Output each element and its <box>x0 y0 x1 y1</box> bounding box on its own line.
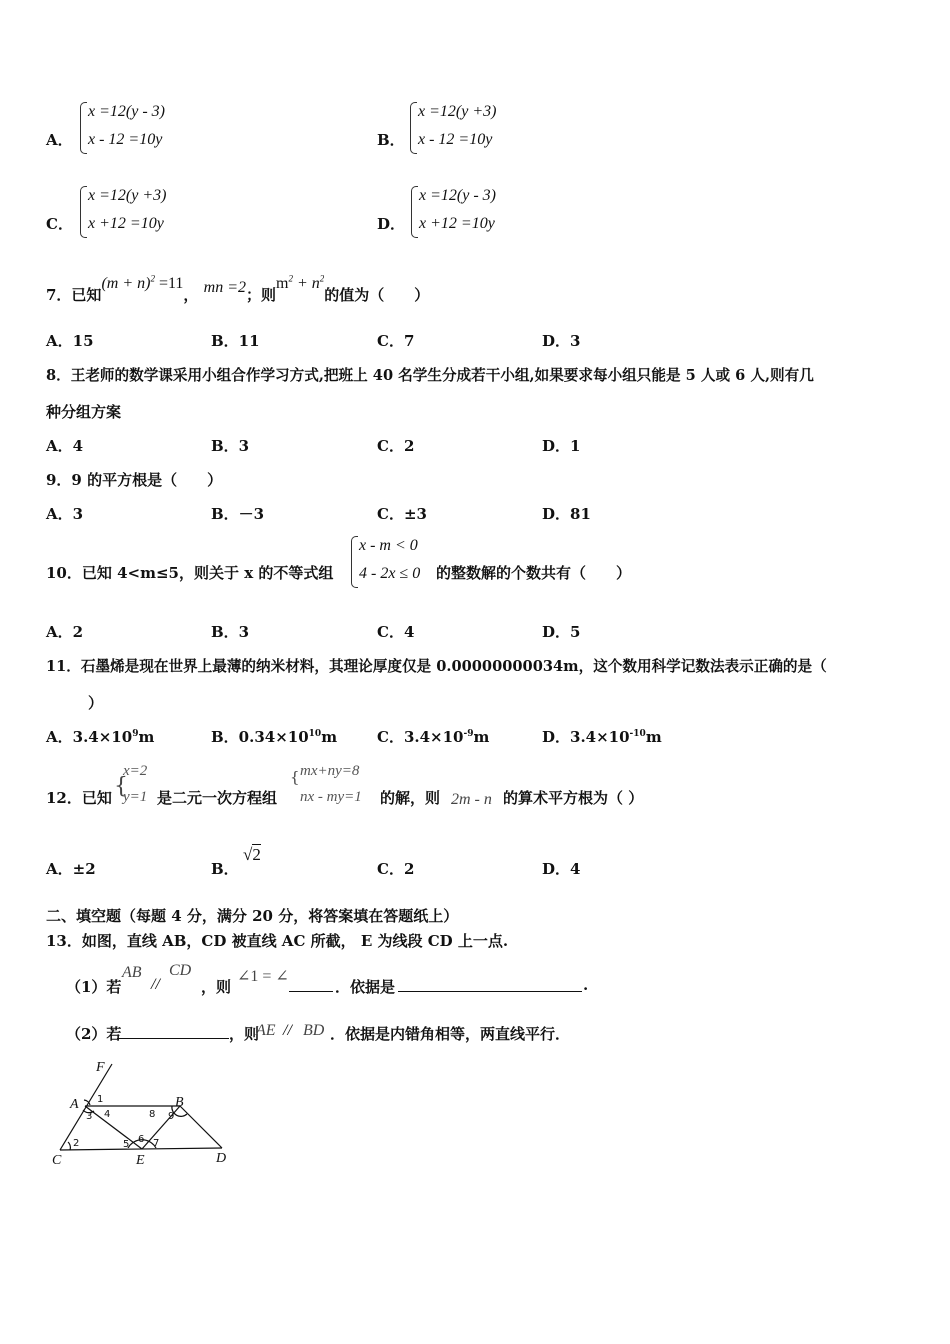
q11-option-b-base: B．0.34×10 <box>211 728 309 746</box>
q6-option-a-eq1: x =12(y - 3) <box>88 103 165 120</box>
q7-expr1 <box>101 275 183 292</box>
q10-prefix: 10．已知 4<m≤5，则关于 x 的不等式组 <box>46 564 334 582</box>
angle-label-2: 2 <box>73 1138 80 1149</box>
q10-option-d: D．5 <box>542 623 581 641</box>
q6-option-a-label: A． <box>46 131 73 149</box>
q13-part1-angle: ∠1 = ∠ <box>237 968 289 985</box>
q13-part2-blank[interactable] <box>117 1024 229 1039</box>
q7-option-b: B．11 <box>211 332 260 350</box>
q9-option-b: B．－3 <box>211 505 265 523</box>
q9-option-c: C．±3 <box>377 505 427 523</box>
q12-suffix: 的算术平方根为（ ） <box>503 789 644 807</box>
point-e: E <box>136 1153 145 1168</box>
q12-option-b-sqrt: √2 <box>243 845 261 864</box>
q13-part2-suffix: ．依据是内错角相等，两直线平行． <box>330 1025 571 1043</box>
q6-option-d-brace <box>411 186 418 238</box>
q12-option-d: D．4 <box>542 860 581 878</box>
q11-line2: ） <box>88 694 104 712</box>
q7-expr2: mn =2 <box>203 279 246 296</box>
q11-option-a-base: A．3.4×10 <box>46 728 133 746</box>
q11-option-d <box>542 726 662 747</box>
q7-sep2: ；则 <box>246 286 277 304</box>
q11-option-d-exp: -10 <box>629 729 646 739</box>
q7-expr3-m: m <box>276 275 289 292</box>
q6-option-b-label: B． <box>377 131 405 149</box>
q12-option-a: A．±2 <box>46 860 96 878</box>
q12-option-b-radicand: 2 <box>252 845 261 864</box>
point-a: A <box>70 1097 79 1112</box>
q13-part1-mid: ．依据是 <box>335 978 396 996</box>
q11-line1: 11．石墨烯是现在世界上最薄的纳米材料，其理论厚度仅是 0.00000000034m，这个数用科学记数法表示正确的是（ <box>46 658 827 675</box>
angle-label-7: 7 <box>153 1138 160 1149</box>
q10-option-b: B．3 <box>211 623 250 641</box>
q9-option-d: D．81 <box>542 505 591 523</box>
q6-option-b-eq1: x =12(y +3) <box>418 103 497 120</box>
q7-expr3-m-exp: 2 <box>288 273 293 284</box>
q6-option-d-eq2: x +12 =10y <box>419 215 495 232</box>
point-c: C <box>52 1153 62 1168</box>
q8-option-d: D．1 <box>542 437 581 455</box>
q10-option-a: A．2 <box>46 623 84 641</box>
q12-eq2: nx - my=1 <box>300 789 362 805</box>
q11-option-b-exp: 10 <box>308 729 322 739</box>
q6-option-d-eq1: x =12(y - 3) <box>419 187 496 204</box>
q10-ineq1: x - m < 0 <box>359 537 418 554</box>
q12-solution <box>123 758 147 810</box>
q7-expr3 <box>276 275 324 292</box>
point-f: F <box>96 1060 105 1075</box>
q11-option-b-unit: m <box>321 728 338 746</box>
q8-line1: 8．王老师的数学课采用小组合作学习方式,把班上 40 名学生分成若干小组,如果要求每小组只能是 5 人或 6 人,则有几 <box>46 367 814 384</box>
q13-part1-then: ，则 <box>201 978 232 996</box>
q13-part2-bd: BD <box>303 1022 325 1039</box>
q6-option-b-system <box>418 98 496 154</box>
q7-expr3-n: + n <box>292 275 320 292</box>
q11-option-a-unit: m <box>138 728 155 746</box>
q6-option-c-label: C． <box>46 215 73 233</box>
q10-suffix: 的整数解的个数共有（ ） <box>436 564 632 582</box>
q13-figure <box>40 1058 250 1173</box>
q8-option-b: B．3 <box>211 437 250 455</box>
q13-part1-parallel: // <box>151 976 160 993</box>
q6-option-a-system <box>88 98 165 154</box>
q7-option-a: A．15 <box>46 332 94 350</box>
q13-part2-ae: AE <box>256 1022 276 1039</box>
q13-part2-parallel: // <box>283 1022 292 1039</box>
q11-option-c-exp: -9 <box>463 729 474 739</box>
arc-angle-2 <box>68 1142 70 1150</box>
angle-label-1: 1 <box>97 1094 104 1105</box>
q13-part2-then: ，则 <box>229 1025 260 1043</box>
q6-option-a-eq2: x - 12 =10y <box>88 131 163 148</box>
q13-part1-end: . <box>583 976 589 994</box>
point-d: D <box>216 1151 227 1166</box>
q8-option-c: C．2 <box>377 437 415 455</box>
q13-part1-prefix: （1）若 <box>66 978 122 996</box>
q7-sep1: ， <box>183 286 199 304</box>
q13-part1-ab: AB <box>122 964 142 981</box>
q11-option-c <box>377 726 489 747</box>
q6-option-c-brace <box>80 186 87 238</box>
q11-option-d-unit: m <box>645 728 662 746</box>
angle-label-9: 9 <box>168 1111 175 1122</box>
q12-system-brace: { <box>290 768 300 786</box>
q12-prefix: 12．已知 <box>46 789 112 807</box>
q12-sol2: y=1 <box>123 789 148 805</box>
q7-expr1-base: (m + n) <box>101 275 151 292</box>
q7-option-d: D．3 <box>542 332 581 350</box>
q12-mid: 是二元一次方程组 <box>157 789 278 807</box>
q13-stem: 13．如图，直线 AB，CD 被直线 AC 所截， E 为线段 CD 上一点. <box>46 932 509 950</box>
q6-option-c-system <box>88 182 166 238</box>
q10-ineq2: 4 - 2x ≤ 0 <box>359 565 421 582</box>
q12-option-c: C．2 <box>377 860 415 878</box>
q7-prefix: 7．已知 <box>46 286 102 304</box>
q11-option-c-unit: m <box>473 728 490 746</box>
q6-option-d-system <box>419 182 496 238</box>
q10-system <box>359 532 420 588</box>
angle-label-8: 8 <box>149 1109 156 1120</box>
q7-option-c: C．7 <box>377 332 415 350</box>
line-bd <box>180 1106 222 1148</box>
angle-label-6: 6 <box>138 1134 145 1145</box>
angle-label-5: 5 <box>123 1139 130 1150</box>
q10-option-c: C．4 <box>377 623 415 641</box>
q12-mid2: 的解，则 <box>380 789 441 807</box>
q6-option-c-eq1: x =12(y +3) <box>88 187 167 204</box>
section2-heading: 二、填空题（每题 4 分，满分 20 分，将答案填在答题纸上） <box>46 907 459 925</box>
q7-stem <box>46 272 430 304</box>
q8-line2: 种分组方案 <box>46 403 122 421</box>
q7-suffix: 的值为（ ） <box>324 286 430 304</box>
q12-system <box>300 758 362 810</box>
q9-option-a: A．3 <box>46 505 84 523</box>
angle-label-4: 4 <box>104 1109 111 1120</box>
q13-part2-prefix: （2）若 <box>66 1025 122 1043</box>
q6-option-c-eq2: x +12 =10y <box>88 215 164 232</box>
q12-option-b: B． <box>211 860 239 878</box>
q11-option-c-base: C．3.4×10 <box>377 728 464 746</box>
q13-part1-cd: CD <box>169 962 192 979</box>
q6-option-d-label: D． <box>377 215 406 233</box>
q11-option-a <box>46 726 154 747</box>
q11-option-b <box>211 726 337 747</box>
angle-label-3: 3 <box>86 1111 93 1122</box>
q6-option-b-brace <box>410 102 417 154</box>
q11-option-d-base: D．3.4×10 <box>542 728 630 746</box>
q12-sol1: x=2 <box>123 763 148 779</box>
q10-brace <box>351 536 358 588</box>
q6-option-a-brace <box>80 102 87 154</box>
q7-expr1-val: =11 <box>154 275 184 292</box>
q12-expr: 2m - n <box>451 791 492 808</box>
q9-stem: 9．9 的平方根是（ ） <box>46 471 223 489</box>
q7-expr1-exp: 2 <box>150 273 155 284</box>
q13-part1-blank1[interactable] <box>289 977 333 992</box>
q8-option-a: A．4 <box>46 437 84 455</box>
q12-eq1: mx+ny=8 <box>300 763 360 779</box>
point-b: B <box>175 1095 184 1110</box>
q13-part1-blank2[interactable] <box>398 977 582 992</box>
q12-solution-brace: { <box>114 774 128 799</box>
q6-option-b-eq2: x - 12 =10y <box>418 131 493 148</box>
q11-option-a-exp: 9 <box>132 729 139 739</box>
q7-expr3-n-exp: 2 <box>319 273 325 284</box>
